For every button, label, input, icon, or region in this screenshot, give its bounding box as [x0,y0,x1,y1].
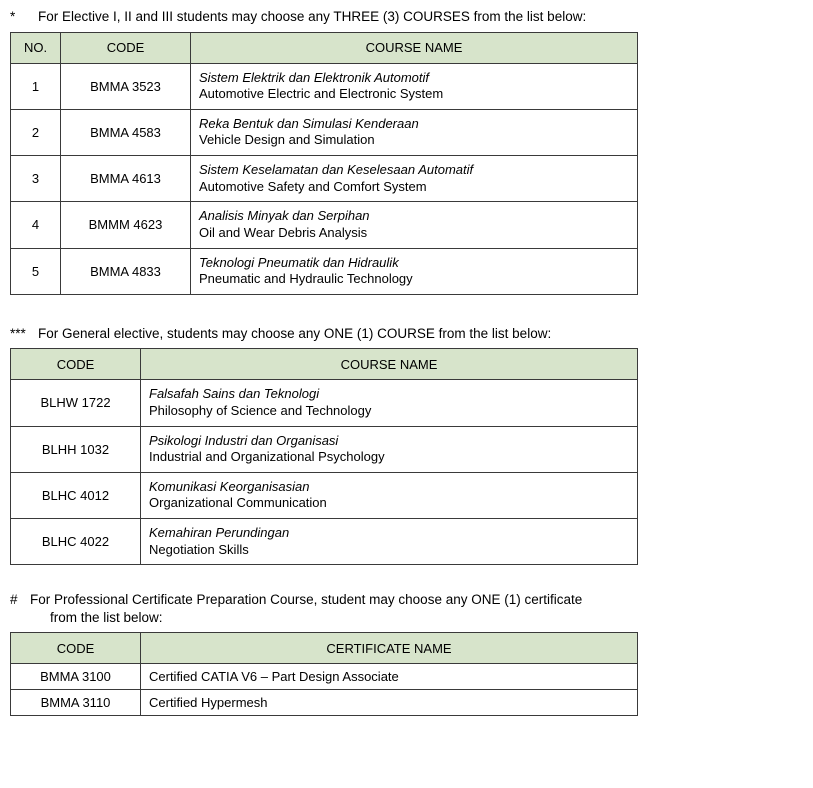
course-name [191,156,638,202]
course-code: BMMA 4613 [61,156,191,202]
course-name [191,202,638,248]
table-row [11,664,638,690]
section-note-line1: For Professional Certificate Preparation Course, student may choose any ONE (1) certificate [30,592,583,608]
course-name [191,63,638,109]
column-header-code: CODE [11,349,141,380]
course-name-ms: Reka Bentuk dan Simulasi Kenderaan [199,115,419,131]
section-note-line2: from the list below: [50,609,163,625]
course-name-en: Vehicle Design and Simulation [199,132,375,148]
certificate-name: Certified CATIA V6 – Part Design Associate [141,664,638,690]
column-header-code: CODE [61,32,191,63]
certificate-code: BMMA 3110 [11,690,141,716]
table-row [11,426,638,472]
course-code: BLHC 4012 [11,472,141,518]
course-name-en: Industrial and Organizational Psychology [149,449,385,465]
section-note-general-elective [10,325,801,343]
row-number: 4 [11,202,61,248]
section-spacer [10,295,801,325]
row-number: 3 [11,156,61,202]
course-name [141,426,638,472]
column-header-certificate-name: CERTIFICATE NAME [141,633,638,664]
course-name-ms: Analisis Minyak dan Serpihan [199,208,370,224]
course-name [141,472,638,518]
row-number: 1 [11,63,61,109]
section-note-text [30,591,801,626]
course-name-en: Organizational Communication [149,495,327,511]
table-row [11,63,638,109]
course-code: BMMM 4623 [61,202,191,248]
course-name-ms: Falsafah Sains dan Teknologi [149,386,320,402]
row-number: 5 [11,248,61,294]
table-row [11,202,638,248]
course-name-ms: Sistem Keselamatan dan Keselesaan Automatif [199,162,474,178]
column-header-no: NO. [11,32,61,63]
section-marker-triple-asterisk: *** [10,325,26,341]
table-header-row [11,32,638,63]
course-code: BMMA 3523 [61,63,191,109]
course-name-en: Oil and Wear Debris Analysis [199,224,368,240]
table-row [11,109,638,155]
course-name-ms: Teknologi Pneumatik dan Hidraulik [199,254,399,270]
section-note-text: For General elective, students may choose any ONE (1) COURSE from the list below: [38,325,552,341]
general-elective-table [10,348,638,565]
course-code: BMMA 4833 [61,248,191,294]
course-name-en: Philosophy of Science and Technology [149,402,372,418]
column-header-course-name: COURSE NAME [141,349,638,380]
row-number: 2 [11,109,61,155]
section-spacer [10,565,801,591]
table-header-row [11,349,638,380]
section-note-certificate [10,591,801,626]
table-row [11,248,638,294]
elective-courses-table [10,32,638,295]
course-code: BMMA 4583 [61,109,191,155]
course-name-ms: Kemahiran Perundingan [149,525,290,541]
course-name-en: Pneumatic and Hydraulic Technology [199,271,413,287]
table-row [11,519,638,565]
course-name [141,380,638,426]
table-row [11,690,638,716]
column-header-course-name: COURSE NAME [191,32,638,63]
course-code: BLHC 4022 [11,519,141,565]
table-row [11,380,638,426]
table-row [11,156,638,202]
course-name [191,248,638,294]
section-marker-hash: # [10,592,18,608]
course-name [191,109,638,155]
course-name [141,519,638,565]
certificate-table [10,632,638,716]
course-code: BLHW 1722 [11,380,141,426]
course-name-ms: Psikologi Industri dan Organisasi [149,432,339,448]
section-marker-asterisk: * [10,9,16,24]
course-name-en: Automotive Electric and Electronic System [199,86,444,102]
section-note-text: For Elective I, II and III students may choose any THREE (3) COURSES from the list below: [38,9,587,24]
certificate-code: BMMA 3100 [11,664,141,690]
course-name-ms: Sistem Elektrik dan Elektronik Automotif [199,69,429,85]
table-header-row [11,633,638,664]
certificate-name: Certified Hypermesh [141,690,638,716]
course-name-en: Negotiation Skills [149,541,249,557]
table-row [11,472,638,518]
column-header-code: CODE [11,633,141,664]
course-name-ms: Komunikasi Keorganisasian [149,478,310,494]
course-code: BLHH 1032 [11,426,141,472]
course-name-en: Automotive Safety and Comfort System [199,178,427,194]
section-note-elective [10,8,801,26]
